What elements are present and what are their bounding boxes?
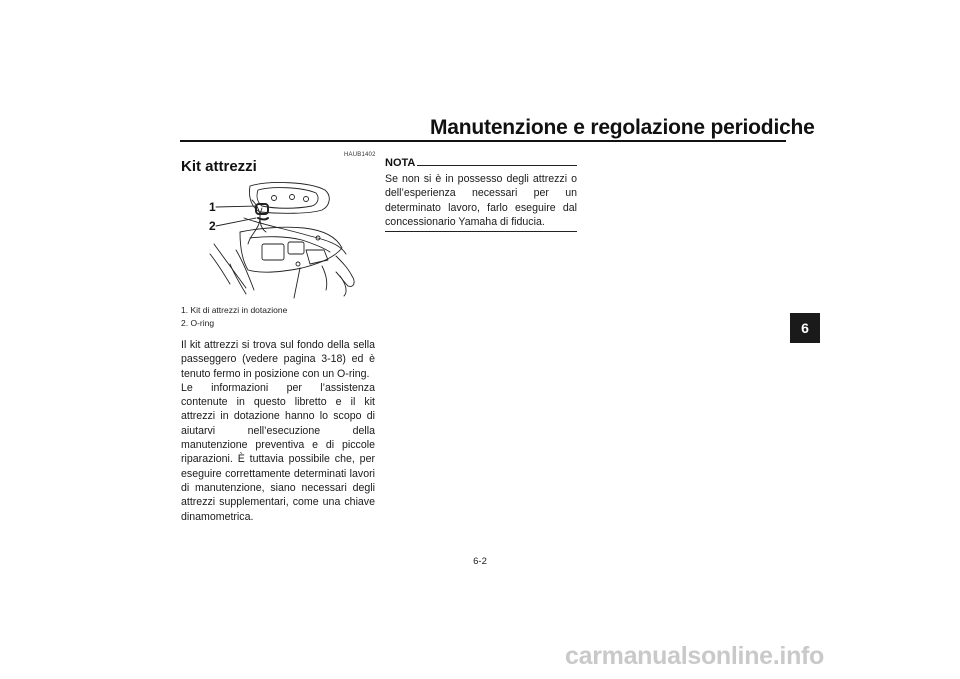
note-label: NOTA	[385, 157, 416, 169]
note-bottom-rule	[385, 231, 577, 232]
callout-1: 1	[209, 200, 216, 214]
callout-2: 2	[209, 219, 216, 233]
header-divider	[180, 140, 786, 142]
paragraph-1: Il kit attrezzi si trova sul fondo della sella passeggero (vedere pagina 3-18) ed è tenuto fermo in posizione con un O-ring.	[181, 339, 375, 380]
paragraph-2: Le informazioni per l’assistenza contenute in questo libretto e il kit attrezzi in dotazione hanno lo scopo di aiutarvi nell’esecuzione della manutenzione preventiva e di piccole riparazioni. È tuttavia possibile che, per eseguire correttamente determinati lavori di manutenzione, siano necessari degli attrezzi supplementari, come una chiave dinamometrica.	[181, 381, 375, 523]
caption-2: 2. O-ring	[181, 318, 215, 328]
section-title: Kit attrezzi	[181, 158, 257, 175]
note-text: Se non si è in possesso degli attrezzi o dell’esperienza necessari per un determinato lavoro, farlo eseguire dal concessionario Yamaha di fiducia.	[385, 173, 577, 228]
page-title: Manutenzione e regolazione periodiche	[430, 116, 815, 139]
watermark: carmanualsonline.info	[565, 642, 825, 670]
section-code: HAUB1402	[344, 152, 376, 158]
section-body	[181, 338, 375, 524]
chapter-tab: 6	[790, 313, 820, 343]
note-top-rule	[417, 165, 577, 166]
tool-kit-illustration	[200, 178, 360, 304]
caption-1: 1. Kit di attrezzi in dotazione	[181, 305, 288, 315]
page-number: 6-2	[473, 556, 487, 567]
